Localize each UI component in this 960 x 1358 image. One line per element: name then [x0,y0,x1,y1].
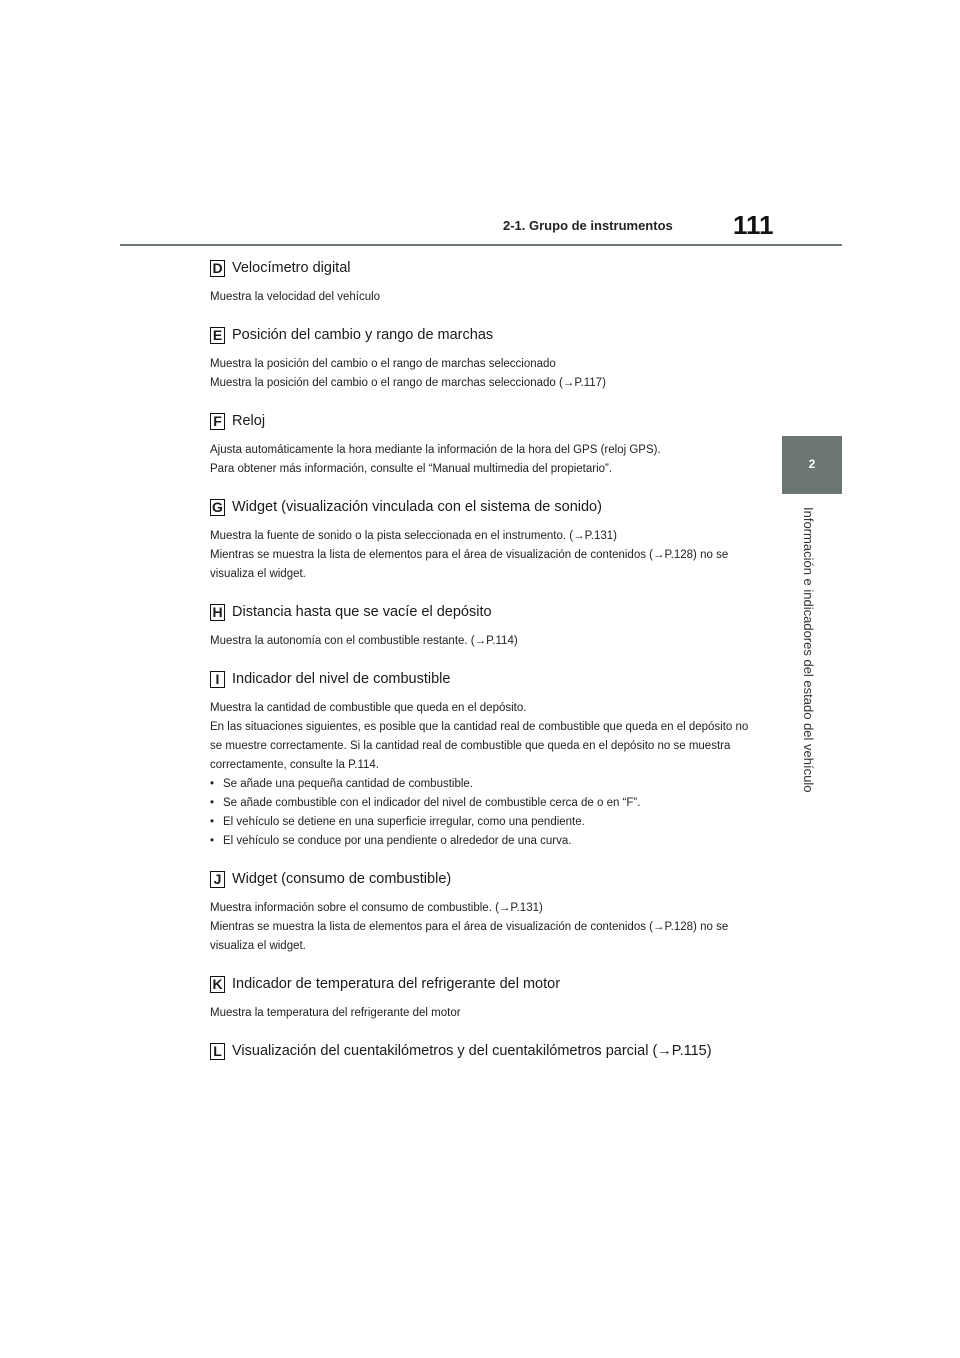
bullet-item [210,832,755,851]
item-title: Indicador de temperatura del refrigerante del motor [232,976,561,992]
item-paragraph: Muestra la velocidad del vehículo [210,291,381,303]
item-heading [210,256,755,280]
item-title: Velocímetro digital [232,260,351,276]
bullet-text: Se añade combustible con el indicador del nivel de combustible cerca de o en “F”. [223,797,641,809]
item-heading [210,495,755,519]
bullet-text: Se añade una pequeña cantidad de combustible. [223,778,474,790]
item-spacer [210,1023,755,1035]
page-number: 111 [733,210,774,240]
item-letter-badge: H [210,604,225,621]
item-letter-badge: L [210,1043,225,1060]
item-letter-badge: I [210,671,225,688]
item-spacer [210,584,755,596]
item-spacer [210,479,755,491]
item-title: Widget (consumo de combustible) [232,871,452,887]
item-paragraph: Muestra la cantidad de combustible que queda en el depósito. [210,702,527,714]
bullet-item [210,794,755,813]
item-paragraph: Muestra la autonomía con el combustible restante. (→P.114) [210,635,518,647]
item-letter-badge: G [210,499,225,516]
item-l [210,1039,755,1083]
item-paragraph: Muestra información sobre el consumo de combustible. (→P.131) [210,902,543,914]
item-paragraph: Muestra la temperatura del refrigerante del motor [210,1007,461,1019]
item-g [210,495,755,596]
item-paragraph: Ajusta automáticamente la hora mediante la información de la hora del GPS (reloj GPS). [210,444,661,456]
item-heading [210,1039,755,1063]
item-spacer [210,393,755,405]
section-title: 2-1. Grupo de instrumentos [503,218,673,233]
item-j [210,867,755,968]
item-paragraph: Muestra la posición del cambio o el rango de marchas seleccionado (→P.117) [210,377,606,389]
item-letter-badge: K [210,976,225,993]
item-title: Indicador del nivel de combustible [232,671,451,687]
item-heading [210,323,755,347]
item-title: Posición del cambio y rango de marchas [232,327,494,343]
item-letter-badge: F [210,413,225,430]
item-heading [210,867,755,891]
item-paragraph: Muestra la fuente de sonido o la pista seleccionada en el instrumento. (→P.131) [210,530,618,542]
item-letter-badge: D [210,260,225,277]
item-title: Reloj [232,413,266,429]
item-heading [210,667,755,691]
item-paragraph: Para obtener más información, consulte el “Manual multimedia del propietario”. [210,463,613,475]
item-paragraph: Muestra la posición del cambio o el rango de marchas seleccionado [210,358,556,370]
item-h [210,600,755,663]
item-title: Distancia hasta que se vacíe el depósito [232,604,492,620]
header-divider [120,244,842,246]
bullet-item [210,775,755,794]
item-e [210,323,755,405]
item-paragraph: Mientras se muestra la lista de elementos para el área de visualización de contenidos (→P.128) no se visualiza el widget. [210,921,729,952]
chapter-number: 2 [808,457,816,471]
item-heading [210,409,755,433]
item-heading [210,972,755,996]
bullet-text: El vehículo se detiene en una superficie irregular, como una pendiente. [223,816,585,828]
item-letter-badge: E [210,327,225,344]
item-spacer [210,1071,755,1083]
item-spacer [210,851,755,863]
item-spacer [210,956,755,968]
bullet-item [210,813,755,832]
item-letter-badge: J [210,871,225,888]
item-f [210,409,755,491]
item-d [210,256,755,319]
item-paragraph: Mientras se muestra la lista de elementos para el área de visualización de contenidos (→P.128) no se visualiza el widget. [210,549,729,580]
item-title: Widget (visualización vinculada con el sistema de sonido) [232,499,602,515]
item-paragraph: En las situaciones siguientes, es posible que la cantidad real de combustible que queda en el depósito no se muestre correctamente. Si la cantidad real de combustible que queda en el depósito no se muestra correctamente, consulte la P.114. [210,721,749,771]
item-i [210,667,755,863]
item-k [210,972,755,1035]
item-spacer [210,307,755,319]
item-heading [210,600,755,624]
item-spacer [210,651,755,663]
item-title: Visualización del cuentakilómetros y del cuentakilómetros parcial (→P.115) [232,1043,712,1059]
bullet-text: El vehículo se conduce por una pendiente o alrededor de una curva. [223,835,572,847]
main-content [210,256,755,1087]
chapter-label: Información e indicadores del estado del vehículo [801,507,816,793]
